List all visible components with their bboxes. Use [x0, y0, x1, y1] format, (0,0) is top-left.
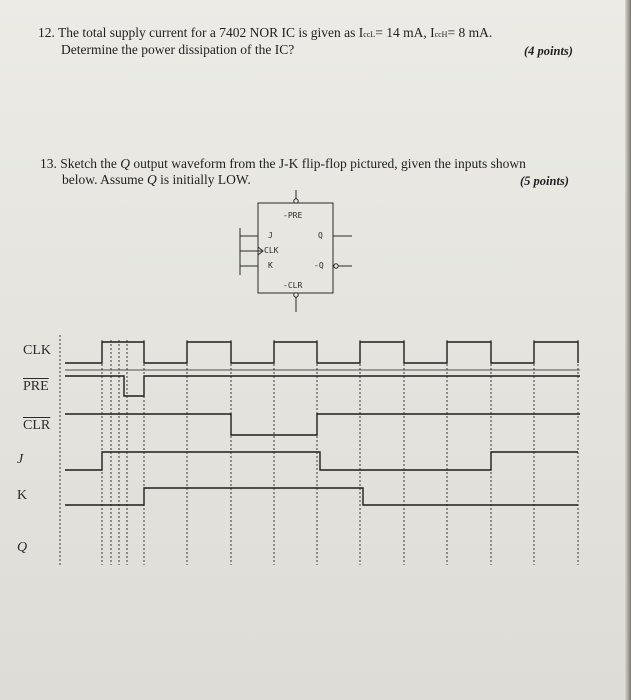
pre-waveform — [65, 376, 580, 396]
ff-k-label: K — [268, 261, 273, 270]
q13-q-symbol-2: Q — [147, 172, 157, 187]
ff-q-label: Q — [318, 231, 323, 240]
ff-qbar-label: -Q — [314, 261, 324, 270]
q12-text-b: = 14 mA, I — [375, 25, 435, 40]
q13-q-symbol: Q — [120, 156, 130, 171]
signal-label-clk: CLK — [23, 343, 51, 358]
q12-text-c: = 8 mA. — [447, 25, 493, 40]
time-gridlines — [60, 335, 578, 565]
q13-points: (5 points) — [520, 174, 569, 188]
q13-text-a: Sketch the — [60, 156, 121, 171]
signal-label-pre: $\overline{PRE}$ — [23, 379, 49, 394]
ff-clk-label: CLK — [264, 246, 279, 255]
ff-clr-label: -CLR — [283, 281, 303, 290]
j-waveform — [65, 452, 578, 470]
ff-pre-label: -PRE — [283, 211, 303, 220]
clk-waveform — [65, 342, 578, 363]
q12-sub-1: ccL — [363, 30, 376, 39]
k-waveform — [65, 488, 578, 505]
q13-text-c: below. Assume — [62, 172, 147, 187]
q12-text-a: The total supply current for a 7402 NOR IC is given as I — [58, 25, 364, 40]
q12-sub-2: ccH — [434, 30, 448, 39]
clr-waveform — [65, 414, 580, 435]
q13-text-d: is initially LOW. — [156, 172, 251, 187]
signal-label-j: J — [17, 452, 24, 467]
signal-label-clr: $\overline{CLR}$ — [23, 418, 51, 433]
q13-number: 13. — [40, 156, 57, 171]
ff-j-label: J — [268, 231, 273, 240]
q12-number: 12. — [38, 25, 55, 40]
q12-points: (4 points) — [524, 44, 573, 58]
signal-label-k: K — [17, 488, 28, 503]
q13-text-b: output waveform from the J-K flip-flop pictured, given the inputs shown — [130, 156, 526, 171]
signal-label-q: Q — [17, 540, 28, 555]
q12-line-2: Determine the power dissipation of the IC? — [61, 42, 295, 57]
